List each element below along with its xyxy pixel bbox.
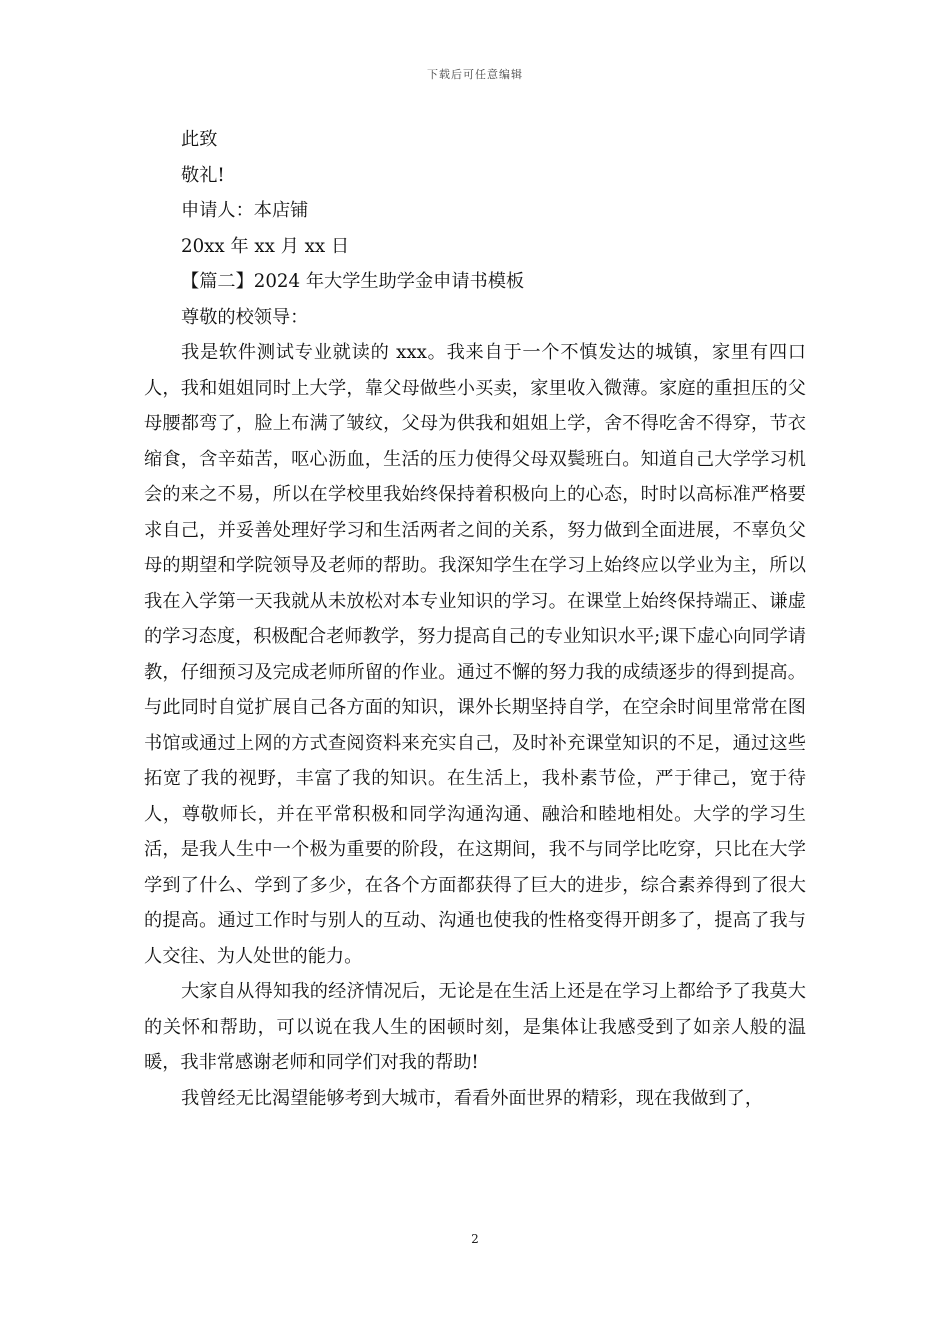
applicant-line: 申请人：本店铺 <box>181 200 309 221</box>
page-number: 2 <box>471 1232 479 1246</box>
document-body <box>144 122 806 1116</box>
body-paragraph-3: 我曾经无比渴望能够考到大城市，看看外面世界的精彩，现在我做到了， <box>181 1087 764 1109</box>
greeting: 尊敬的校领导： <box>181 306 309 328</box>
closing-regards: 敬礼! <box>181 164 225 186</box>
page-header: 下载后可任意编辑 <box>427 68 523 81</box>
body-paragraph-2: 大家自从得知我的经济情况后，无论是在生活上还是在学习上都给予了我莫大的关怀和帮助，可以说在我人生的困顿时刻，是集体让我感受到了如亲人般的温暖，我非常感谢老师和同学们对我的帮助! <box>144 981 806 1073</box>
date-line: 20xx 年 xx 月 xx 日 <box>181 235 350 257</box>
section-title: 【篇二】2024 年大学生助学金申请书模板 <box>181 271 525 292</box>
body-paragraph-1: 我是软件测试专业就读的 xxx。我来自于一个不慎发达的城镇，家里有四口人，我和姐姐同时上大学，靠父母做些小买卖，家里收入微薄。家庭的重担压的父母腰都弯了，脸上布满了皱纹，父母为供我和姐姐上学，舍不得吃舍不得穿，节衣缩食，含辛茹苦，呕心沥血，生活的压力使得父母双鬓班白。知道自己大学学习机会的来之不易，所以在学校里我始终保持着积极向上的心态，时时以高标准严格要求自己，并妥善处理好学习和生活两者之间的关系，努力做到全面进展，不辜负父母的期望和学院领导及老师的帮助。我深知学生在学习上始终应以学业为主，所以我在入学第一天我就从未放松对本专业知识的学习。在课堂上始终保持端正、谦虚的学习态度，积极配合老师教学，努力提高自己的专业知识水平;课下虚心向同学请教，仔细预习及完成老师所留的作业。通过不懈的努力我的成绩逐步的得到提高。与此同时自觉扩展自己各方面的知识，课外长期坚持自学，在空余时间里常常在图书馆或通过上网的方式查阅资料来充实自己，及时补充课堂知识的不足，通过这些拓宽了我的视野，丰富了我的知识。在生活上，我朴素节俭，严于律己，宽于待人，尊敬师长，并在平常积极和同学沟通沟通、融洽和睦地相处。大学的学习生活，是我人生中一个极为重要的阶段，在这期间，我不与同学比吃穿，只比在大学学到了什么、学到了多少，在各个方面都获得了巨大的进步，综合素养得到了很大的提高。通过工作时与别人的互动、沟通也使我的性格变得开朗多了，提高了我与人交往、为人处世的能力。 <box>144 342 806 967</box>
closing-salutation: 此致 <box>181 129 218 150</box>
